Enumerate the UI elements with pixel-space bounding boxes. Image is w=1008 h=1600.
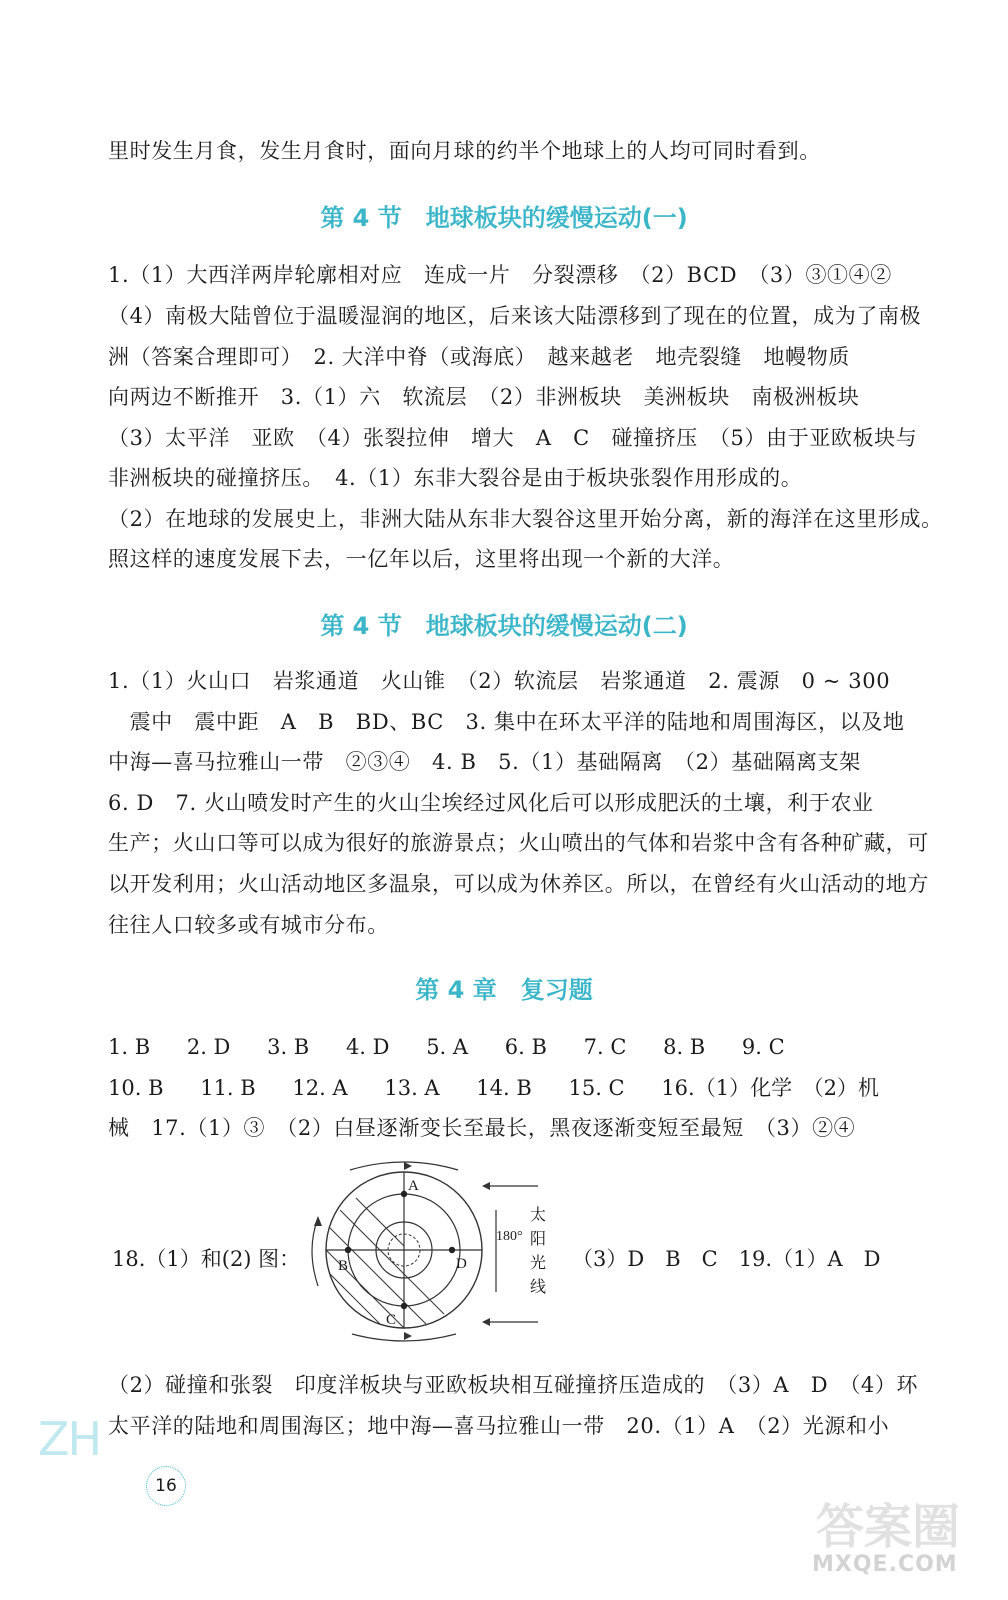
answer-item: 3. B — [267, 1035, 310, 1059]
section2-line: 以开发利用；火山活动地区多温泉，可以成为休养区。所以，在曾经有火山活动的地方 — [108, 872, 929, 896]
tail-line: 太平洋的陆地和周围海区；地中海—喜马拉雅山一带 20.（1）A （2）光源和小 — [108, 1414, 890, 1438]
section1-line: 1.（1）大西洋两岸轮廓相对应 连成一片 分裂漂移 （2）BCD （3）③①④② — [108, 263, 892, 287]
label-d: D — [456, 1256, 467, 1272]
point-b — [345, 1247, 351, 1253]
sunlight-char: 线 — [530, 1279, 547, 1296]
q18-after: （3）D B C 19.（1）A D — [572, 1247, 881, 1271]
tail-line: （2）碰撞和张裂 印度洋板块与亚欧板块相互碰撞挤压造成的 （3）A D （4）环 — [108, 1373, 919, 1397]
section1-line: 洲（答案合理即可） 2. 大洋中脊（或海底） 越来越老 地壳裂缝 地幔物质 — [108, 345, 850, 369]
answer-item: 6. B — [504, 1035, 547, 1059]
arrow-left — [314, 1216, 322, 1226]
watermark-main: 答案圈 — [816, 1499, 961, 1555]
section2-line: 往往人口较多或有城市分布。 — [108, 913, 389, 937]
left-arc — [312, 1218, 318, 1286]
label-c: C — [386, 1312, 397, 1328]
answer-item: 4. D — [345, 1035, 390, 1059]
section2-line: 震中 震中距 A B BD、BC 3. 集中在环太平洋的陆地和周围海区，以及地 — [108, 710, 905, 734]
q18-label: 18.（1）和(2) 图： — [112, 1247, 301, 1271]
sunlight-char: 阳 — [530, 1231, 547, 1248]
section1-line: （2）在地球的发展史上，非洲大陆从东非大裂谷这里开始分离，新的海洋在这里形成。 — [108, 507, 943, 531]
point-c — [401, 1303, 407, 1309]
intro-line: 里时发生月食，发生月食时，面向月球的约半个地球上的人均可同时看到。 — [108, 139, 821, 163]
answers-line-3: 械 17.（1）③ （2）白昼逐渐变长至最长，黑夜逐渐变短至最短 （3）②④ — [108, 1116, 856, 1140]
answers-row-2 — [108, 1073, 909, 1103]
answer-item: 15. C — [568, 1076, 625, 1100]
angle-label: 180° — [496, 1229, 523, 1244]
sunlight-char: 太 — [530, 1207, 547, 1224]
sunlight-arrow — [482, 1182, 490, 1190]
answer-item: 2. D — [186, 1035, 231, 1059]
watermark-url: MXQE.COM — [812, 1552, 958, 1577]
point-d — [449, 1247, 455, 1253]
section2-line: 中海—喜马拉雅山一带 ②③④ 4. B 5.（1）基础隔离 （2）基础隔离支架 — [108, 750, 861, 774]
answer-item: 1. B — [108, 1035, 151, 1059]
page-number: 16 — [146, 1466, 186, 1506]
chapter-review-heading: 第 4 章 复习题 — [415, 976, 593, 1004]
answer-item: 7. C — [583, 1035, 627, 1059]
arrow-bottom — [404, 1332, 412, 1340]
sunlight-arrow — [482, 1318, 490, 1326]
earth-rotation-diagram — [300, 1158, 550, 1358]
answer-item: 8. B — [663, 1035, 706, 1059]
section2-line: 生产；火山口等可以成为很好的旅游景点；火山喷出的气体和岩浆中含有各种矿藏，可 — [108, 831, 929, 855]
section1-line: 向两边不断推开 3.（1）六 软流层 （2）非洲板块 美洲板块 南极洲板块 — [108, 385, 860, 409]
section1-line: 非洲板块的碰撞挤压。 4.（1）东非大裂谷是由于板块张裂作用形成的。 — [108, 466, 803, 490]
answer-item: 16.（1）化学 （2）机 — [661, 1076, 879, 1100]
section2-line: 6. D 7. 火山喷发时产生的火山尘埃经过风化后可以形成肥沃的土壤，利于农业 — [108, 791, 874, 815]
section1-line: （4）南极大陆曾位于温暖湿润的地区，后来该大陆漂移到了现在的位置，成为了南极 — [108, 304, 922, 328]
answer-item: 14. B — [476, 1076, 532, 1100]
sunlight-char: 光 — [530, 1255, 547, 1272]
section-heading-2: 第 4 节 地球板块的缓慢运动(二) — [320, 612, 688, 640]
brand-mark: ZH — [38, 1412, 101, 1466]
answer-item: 10. B — [108, 1076, 164, 1100]
label-b: B — [338, 1258, 349, 1274]
section-heading-1: 第 4 节 地球板块的缓慢运动(一) — [320, 204, 688, 232]
watermark — [808, 1488, 988, 1588]
section1-line: （3）太平洋 亚欧 （4）张裂拉伸 增大 A C 碰撞挤压 （5）由于亚欧板块与 — [108, 426, 918, 450]
answer-item: 9. C — [741, 1035, 785, 1059]
section2-line: 1.（1）火山口 岩浆通道 火山锥 （2）软流层 岩浆通道 2. 震源 0 ~ 300 — [108, 669, 891, 693]
section1-line: 照这样的速度发展下去，一亿年以后，这里将出现一个新的大洋。 — [108, 547, 735, 571]
answer-item: 13. A — [384, 1076, 440, 1100]
answer-item: 5. A — [426, 1035, 469, 1059]
answer-item: 12. A — [292, 1076, 348, 1100]
answers-row-1 — [108, 1032, 815, 1062]
answer-item: 11. B — [200, 1076, 256, 1100]
label-a: A — [408, 1178, 419, 1194]
point-a — [401, 1191, 407, 1197]
arrow-top — [404, 1162, 412, 1170]
